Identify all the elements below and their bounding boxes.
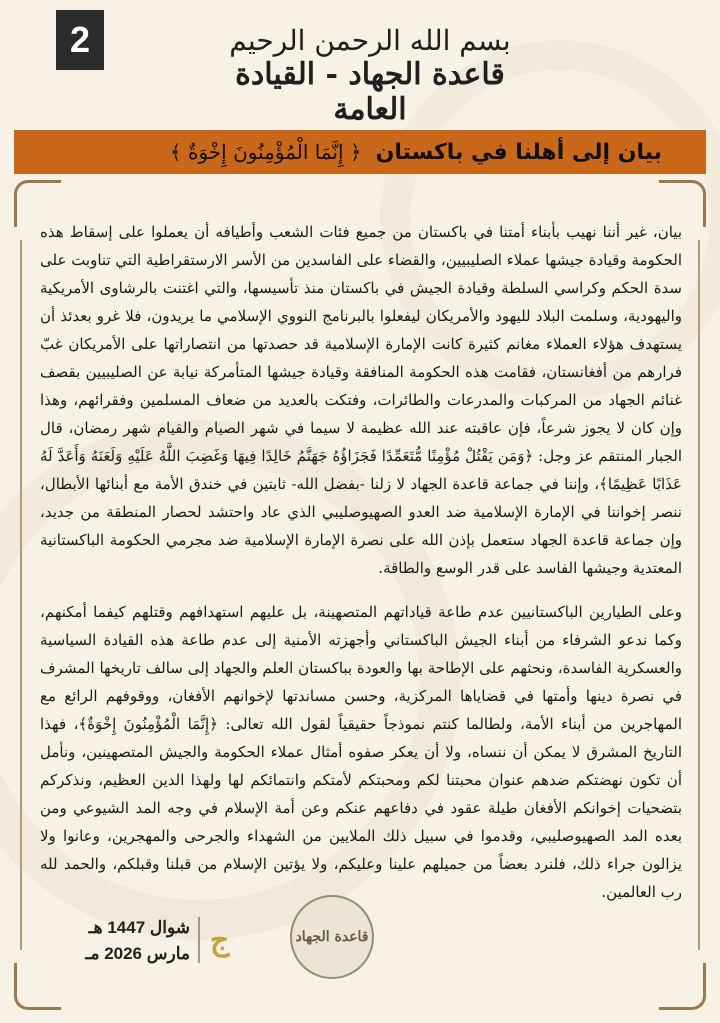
document-footer [60, 895, 380, 985]
paragraph-1: بيان، غير أننا نهيب بأبناء أمتنا في باكستان من جميع فئات الشعب وأطيافه أن يعملوا على إسقاط هذه الحكومة وقيادة جيشها عملاء الصليبيين، والقضاء على الفاسدين من الأسر الارستقراطية التي تناوبت على سدة الحكم وكراسي السلطة وقيادة الجيش في باكستان منذ تأسيسها، والتي اغتنت بالرشاوى الأمريكية واليهودية، وسلمت البلاد لليهود والأمريكان ليفعلوا بالبرنامج النووي الإسلامي ما يريدون، فلا غرو بعدئذ أن يستهدف هؤلاء العملاء مغانم كثيرة كانت الإمارة الإسلامية قد حصدتها من انتصاراتها على الأمريكان غبّ فرارهم من أفغانستان، فقامت هذه الحكومة المنافقة وقيادة جيشها المتأمركة نيابة عن الصليبيين بقصف غنائم الجهاد من المركبات والمدرعات والطائرات، وفتكت بالعديد من ضعاف المسلمين وفقرائهم، وهذا وإن كان لا يجوز شرعاً، فإن عاقبته عند الله عظيمة لا سيما في شهر الصيام والقيام شهر رمضان، قال الجبار المنتقم عز وجل: ﴿وَمَن يَقْتُلْ مُؤْمِنًا مُّتَعَمِّدًا فَجَزَاؤُهُ جَهَنَّمُ خَالِدًا فِيهَا وَغَضِبَ اللَّهُ عَلَيْهِ وَلَعَنَهُ وَأَعَدَّ لَهُ عَذَابًا عَظِيمًا﴾، وإننا في جماعة قاعدة الجهاد لا زلنا -بفضل الله- ثابتين في خندق الأمة مع أبنائها الأبطال، ننصر إخواننا في الإمارة الإسلامية ضد العدو الصهيوصليبي الذي عاد واحتشد لحصار المنطقة من جديد، وإن جماعة قاعدة الجهاد ستعمل بإذن الله على نصرة الإمارة الإسلامية ضد مجرمي الحكومة الباكستانية المعتدية وجيشها الفاسد على قدر الوسع والطاقة. [40, 223, 682, 577]
page-number: 2 [56, 10, 104, 70]
hijri-date: شوال 1447 هـ [88, 918, 190, 937]
frame-side-line [698, 240, 700, 950]
organization-name: قاعدة الجهاد - القيادة العامة [235, 57, 505, 127]
date-block [60, 915, 190, 967]
calligraphy-stamp: ج [210, 923, 230, 958]
frame-corner-ornament-icon [659, 963, 706, 1010]
banner-verse: ﴿ إِنَّمَا الْمُؤْمِنُونَ إِخْوَةٌ ﴾ [169, 140, 362, 164]
basmala: بسم الله الرحمن الرحيم [229, 24, 511, 57]
organization-seal: قاعدة الجهاد [290, 895, 374, 979]
footer-divider [198, 917, 200, 963]
gregorian-date: مارس 2026 مـ [85, 944, 190, 963]
frame-corner-ornament-icon [14, 963, 61, 1010]
title-banner [14, 130, 706, 174]
ornamental-frame [14, 180, 706, 1010]
document-header [200, 10, 540, 127]
statement-body [40, 218, 682, 922]
statement-title: بيان إلى أهلنا في باكستان [375, 139, 662, 165]
paragraph-2: وعلى الطيارين الباكستانيين عدم طاعة قياداتهم المتصهينة، بل عليهم استهدافهم وقتلهم كيفما أمكنهم، وكما ندعو الشرفاء من أبناء الجيش الباكستاني وأجهزته الأمنية إلى عدم طاعة هذه القيادة السياسية والعسكرية الفاسدة، ونحثهم على الإطاحة بها والعودة بباكستان العلم والجهاد إلى سالف تاريخها المشرف في نصرة دينها وأمتها في قضاياها المركزية، وحسن مساندتها لإخوانهم الأفغان، ووقوفهم الرائع مع المهاجرين من أبناء الأمة، ولطالما كنتم نموذجاً حقيقياً لقول الله تعالى: ﴿إِنَّمَا الْمُؤْمِنُونَ إِخْوَةٌ﴾، فهذا التاريخ المشرق لا يمكن أن ننساه، ولا أن يعكر صفوه أمثال عملاء الحكومة والجيش المتصهينين، ونأمل أن تكون نهضتكم ضدهم عنوان محبتنا لكم ومحبتكم لأمتكم وانتمائكم لها ولهذا الدين العظيم، ونذكركم بتضحيات إخوانكم الأفغان طيلة عقود في دفاعهم عنكم وعن أمة الإسلام في وجه المد الشيوعي ومن بعده المد الصهيوصليبي، وقدموا في سبيل ذلك الملايين من الشهداء والجرحى والمهجرين، وعانوا ولا يزالون جراء ذلك، فلنرد بعضاً من جميلهم علينا وعليكم، ولا يؤتين الإسلام من قبلنا وقبلكم، والحمد لله رب العالمين. [40, 603, 682, 901]
frame-side-line [20, 240, 22, 950]
